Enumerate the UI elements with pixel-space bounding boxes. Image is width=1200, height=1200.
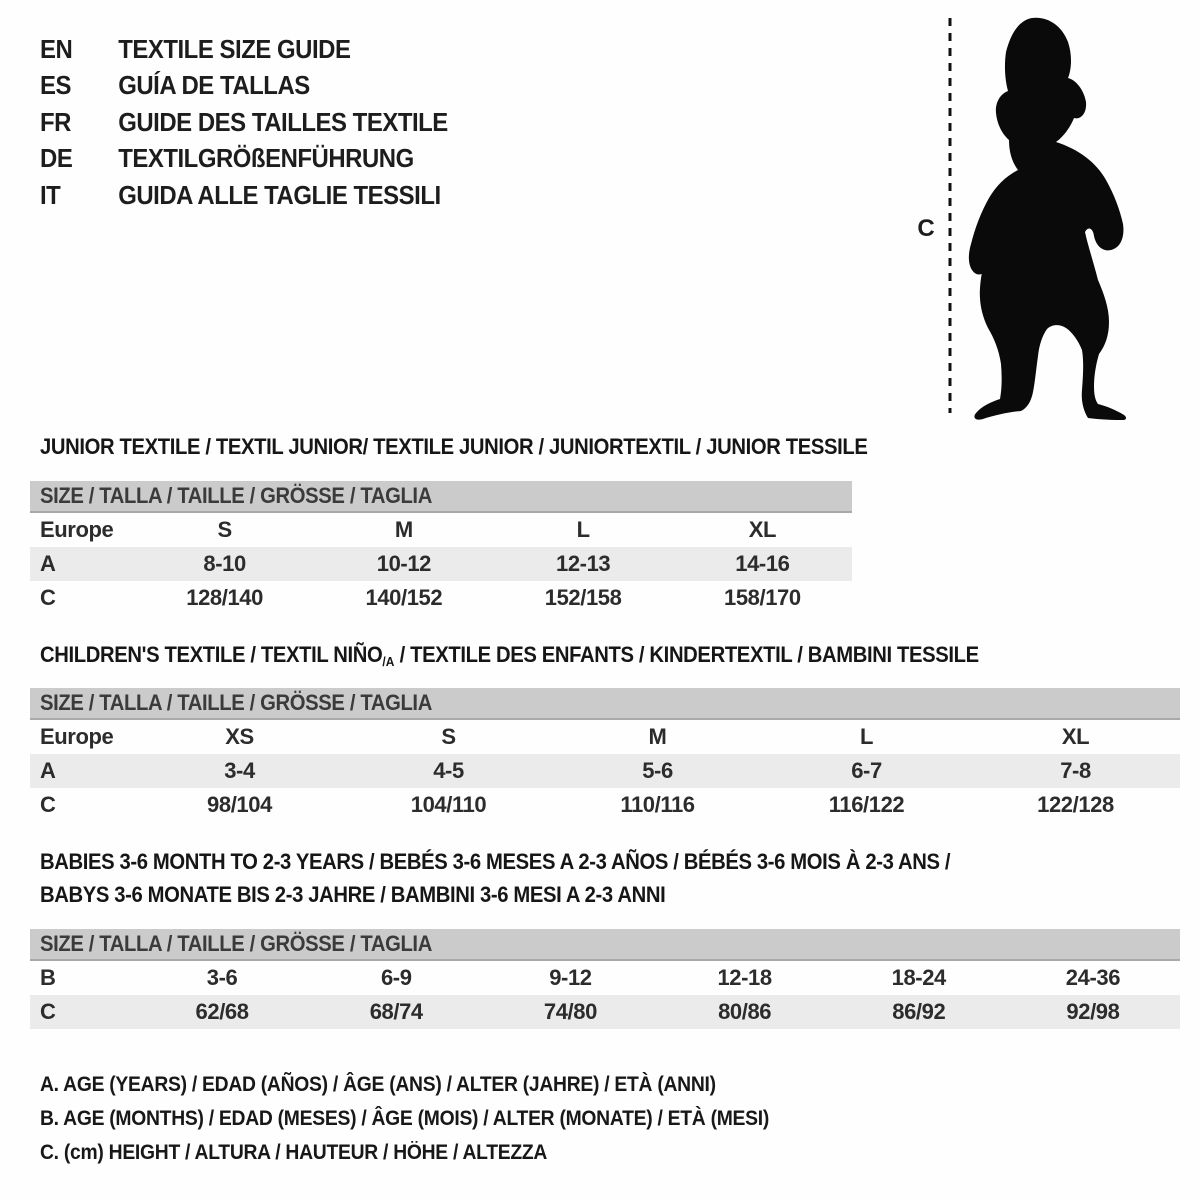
age-cell: 5-6 bbox=[642, 758, 673, 783]
children-title-prefix: CHILDREN'S TEXTILE / TEXTIL NIÑO bbox=[40, 642, 383, 667]
age-cell: 7-8 bbox=[1060, 758, 1091, 783]
babies-table-rows bbox=[30, 961, 1180, 1029]
table-row-europe bbox=[30, 720, 1180, 754]
language-row-de bbox=[40, 141, 448, 178]
language-row-it bbox=[40, 177, 448, 214]
height-cell: 116/122 bbox=[828, 792, 905, 817]
children-section-title bbox=[40, 642, 979, 668]
height-cell: 92/98 bbox=[1066, 999, 1120, 1024]
size-cell: S bbox=[441, 724, 456, 749]
size-cell: XL bbox=[748, 517, 777, 542]
age-cell: 24-36 bbox=[1065, 965, 1121, 990]
age-cell: 9-12 bbox=[549, 965, 592, 990]
table-row-age-years bbox=[30, 547, 852, 581]
guide-title-de: TEXTILGRÖßENFÜHRUNG bbox=[118, 143, 414, 174]
language-row-fr bbox=[40, 104, 448, 141]
row-label: A bbox=[40, 551, 56, 576]
height-cell: 98/104 bbox=[207, 792, 272, 817]
height-cell: 68/74 bbox=[369, 999, 423, 1024]
age-cell: 14-16 bbox=[735, 551, 790, 576]
size-cell: M bbox=[394, 517, 413, 542]
toddler-silhouette-icon bbox=[969, 18, 1126, 420]
table-row-europe bbox=[30, 513, 852, 547]
language-code: EN bbox=[40, 33, 73, 64]
size-cell: L bbox=[576, 517, 590, 542]
table-row-height-cm bbox=[30, 581, 852, 615]
height-cell: 158/170 bbox=[724, 585, 801, 610]
age-cell: 6-9 bbox=[380, 965, 412, 990]
size-header-bar bbox=[30, 929, 1180, 961]
junior-size-table bbox=[30, 481, 852, 615]
height-cell: 74/80 bbox=[543, 999, 597, 1024]
legend-line-age-months: B. AGE (MONTHS) / EDAD (MESES) / ÂGE (MOIS) / ALTER (MONATE) / ETÀ (MESI) bbox=[40, 1107, 770, 1130]
row-label: Europe bbox=[40, 724, 114, 749]
age-cell: 4-5 bbox=[433, 758, 464, 783]
age-cell: 6-7 bbox=[851, 758, 882, 783]
language-code: ES bbox=[40, 70, 71, 101]
language-row-en bbox=[40, 31, 448, 68]
size-header-label: SIZE / TALLA / TAILLE / GRÖSSE / TAGLIA bbox=[40, 931, 432, 956]
height-measure-label: C bbox=[917, 215, 935, 242]
row-label: C bbox=[40, 999, 56, 1024]
height-cell: 128/140 bbox=[186, 585, 263, 610]
size-header-bar bbox=[30, 688, 1180, 720]
children-title-suffix: / TEXTILE DES ENFANTS / KINDERTEXTIL / BAMBINI TESSILE bbox=[394, 642, 979, 667]
language-code: FR bbox=[40, 106, 71, 137]
row-label: Europe bbox=[40, 517, 114, 542]
age-cell: 3-4 bbox=[224, 758, 255, 783]
babies-section-title-line1: BABIES 3-6 MONTH TO 2-3 YEARS / BEBÉS 3-6 MESES A 2-3 AÑOS / BÉBÉS 3-6 MOIS À 2-3 ANS / bbox=[40, 849, 951, 874]
language-list bbox=[40, 31, 483, 214]
size-header-label: SIZE / TALLA / TAILLE / GRÖSSE / TAGLIA bbox=[40, 690, 432, 715]
height-cell: 110/116 bbox=[620, 792, 695, 817]
language-row-es bbox=[40, 68, 448, 105]
height-cell: 140/152 bbox=[365, 585, 443, 610]
row-label: C bbox=[40, 585, 56, 610]
age-cell: 3-6 bbox=[206, 965, 238, 990]
children-table-rows bbox=[30, 720, 1180, 822]
age-cell: 8-10 bbox=[203, 551, 246, 576]
guide-title-fr: GUIDE DES TAILLES TEXTILE bbox=[118, 106, 448, 137]
size-cell: XL bbox=[1061, 724, 1090, 749]
size-cell: M bbox=[648, 724, 667, 749]
height-cell: 80/86 bbox=[718, 999, 772, 1024]
height-cell: 62/68 bbox=[195, 999, 249, 1024]
age-cell: 18-24 bbox=[891, 965, 946, 990]
junior-section-title: JUNIOR TEXTILE / TEXTIL JUNIOR/ TEXTILE JUNIOR / JUNIORTEXTIL / JUNIOR TESSILE bbox=[40, 434, 868, 459]
height-cell: 86/92 bbox=[892, 999, 946, 1024]
size-cell: XS bbox=[225, 724, 254, 749]
size-header-bar bbox=[30, 481, 852, 513]
size-cell: L bbox=[859, 724, 874, 749]
babies-section-title-line2: BABYS 3-6 MONATE BIS 2-3 JAHRE / BAMBINI 3-6 MESI A 2-3 ANNI bbox=[40, 882, 666, 907]
legend-line-height: C. (cm) HEIGHT / ALTURA / HAUTEUR / HÖHE / ALTEZZA bbox=[40, 1141, 548, 1164]
guide-title-it: GUIDA ALLE TAGLIE TESSILI bbox=[118, 179, 441, 210]
guide-title-en: TEXTILE SIZE GUIDE bbox=[118, 33, 351, 64]
size-cell: S bbox=[217, 517, 232, 542]
legend bbox=[40, 1073, 832, 1175]
table-row-age-years bbox=[30, 754, 1180, 788]
guide-title-es: GUÍA DE TALLAS bbox=[118, 70, 310, 101]
children-title-sub: /A bbox=[382, 654, 395, 669]
row-label: B bbox=[40, 965, 56, 990]
language-code: IT bbox=[40, 179, 61, 210]
table-row-height-cm bbox=[30, 995, 1180, 1029]
age-cell: 12-13 bbox=[555, 551, 611, 576]
row-label: C bbox=[40, 792, 56, 817]
height-cell: 104/110 bbox=[410, 792, 487, 817]
legend-line-age-years: A. AGE (YEARS) / EDAD (AÑOS) / ÂGE (ANS) / ALTER (JAHRE) / ETÀ (ANNI) bbox=[40, 1073, 716, 1096]
children-size-table bbox=[30, 688, 1180, 822]
height-cell: 152/158 bbox=[544, 585, 622, 610]
table-row-age-months bbox=[30, 961, 1180, 995]
row-label: A bbox=[40, 758, 56, 783]
table-row-height-cm bbox=[30, 788, 1180, 822]
age-cell: 10-12 bbox=[376, 551, 432, 576]
language-code: DE bbox=[40, 143, 73, 174]
babies-size-table bbox=[30, 929, 1180, 1029]
size-header-label: SIZE / TALLA / TAILLE / GRÖSSE / TAGLIA bbox=[40, 483, 432, 508]
height-cell: 122/128 bbox=[1037, 792, 1114, 817]
age-cell: 12-18 bbox=[717, 965, 772, 990]
junior-table-rows bbox=[30, 513, 852, 615]
